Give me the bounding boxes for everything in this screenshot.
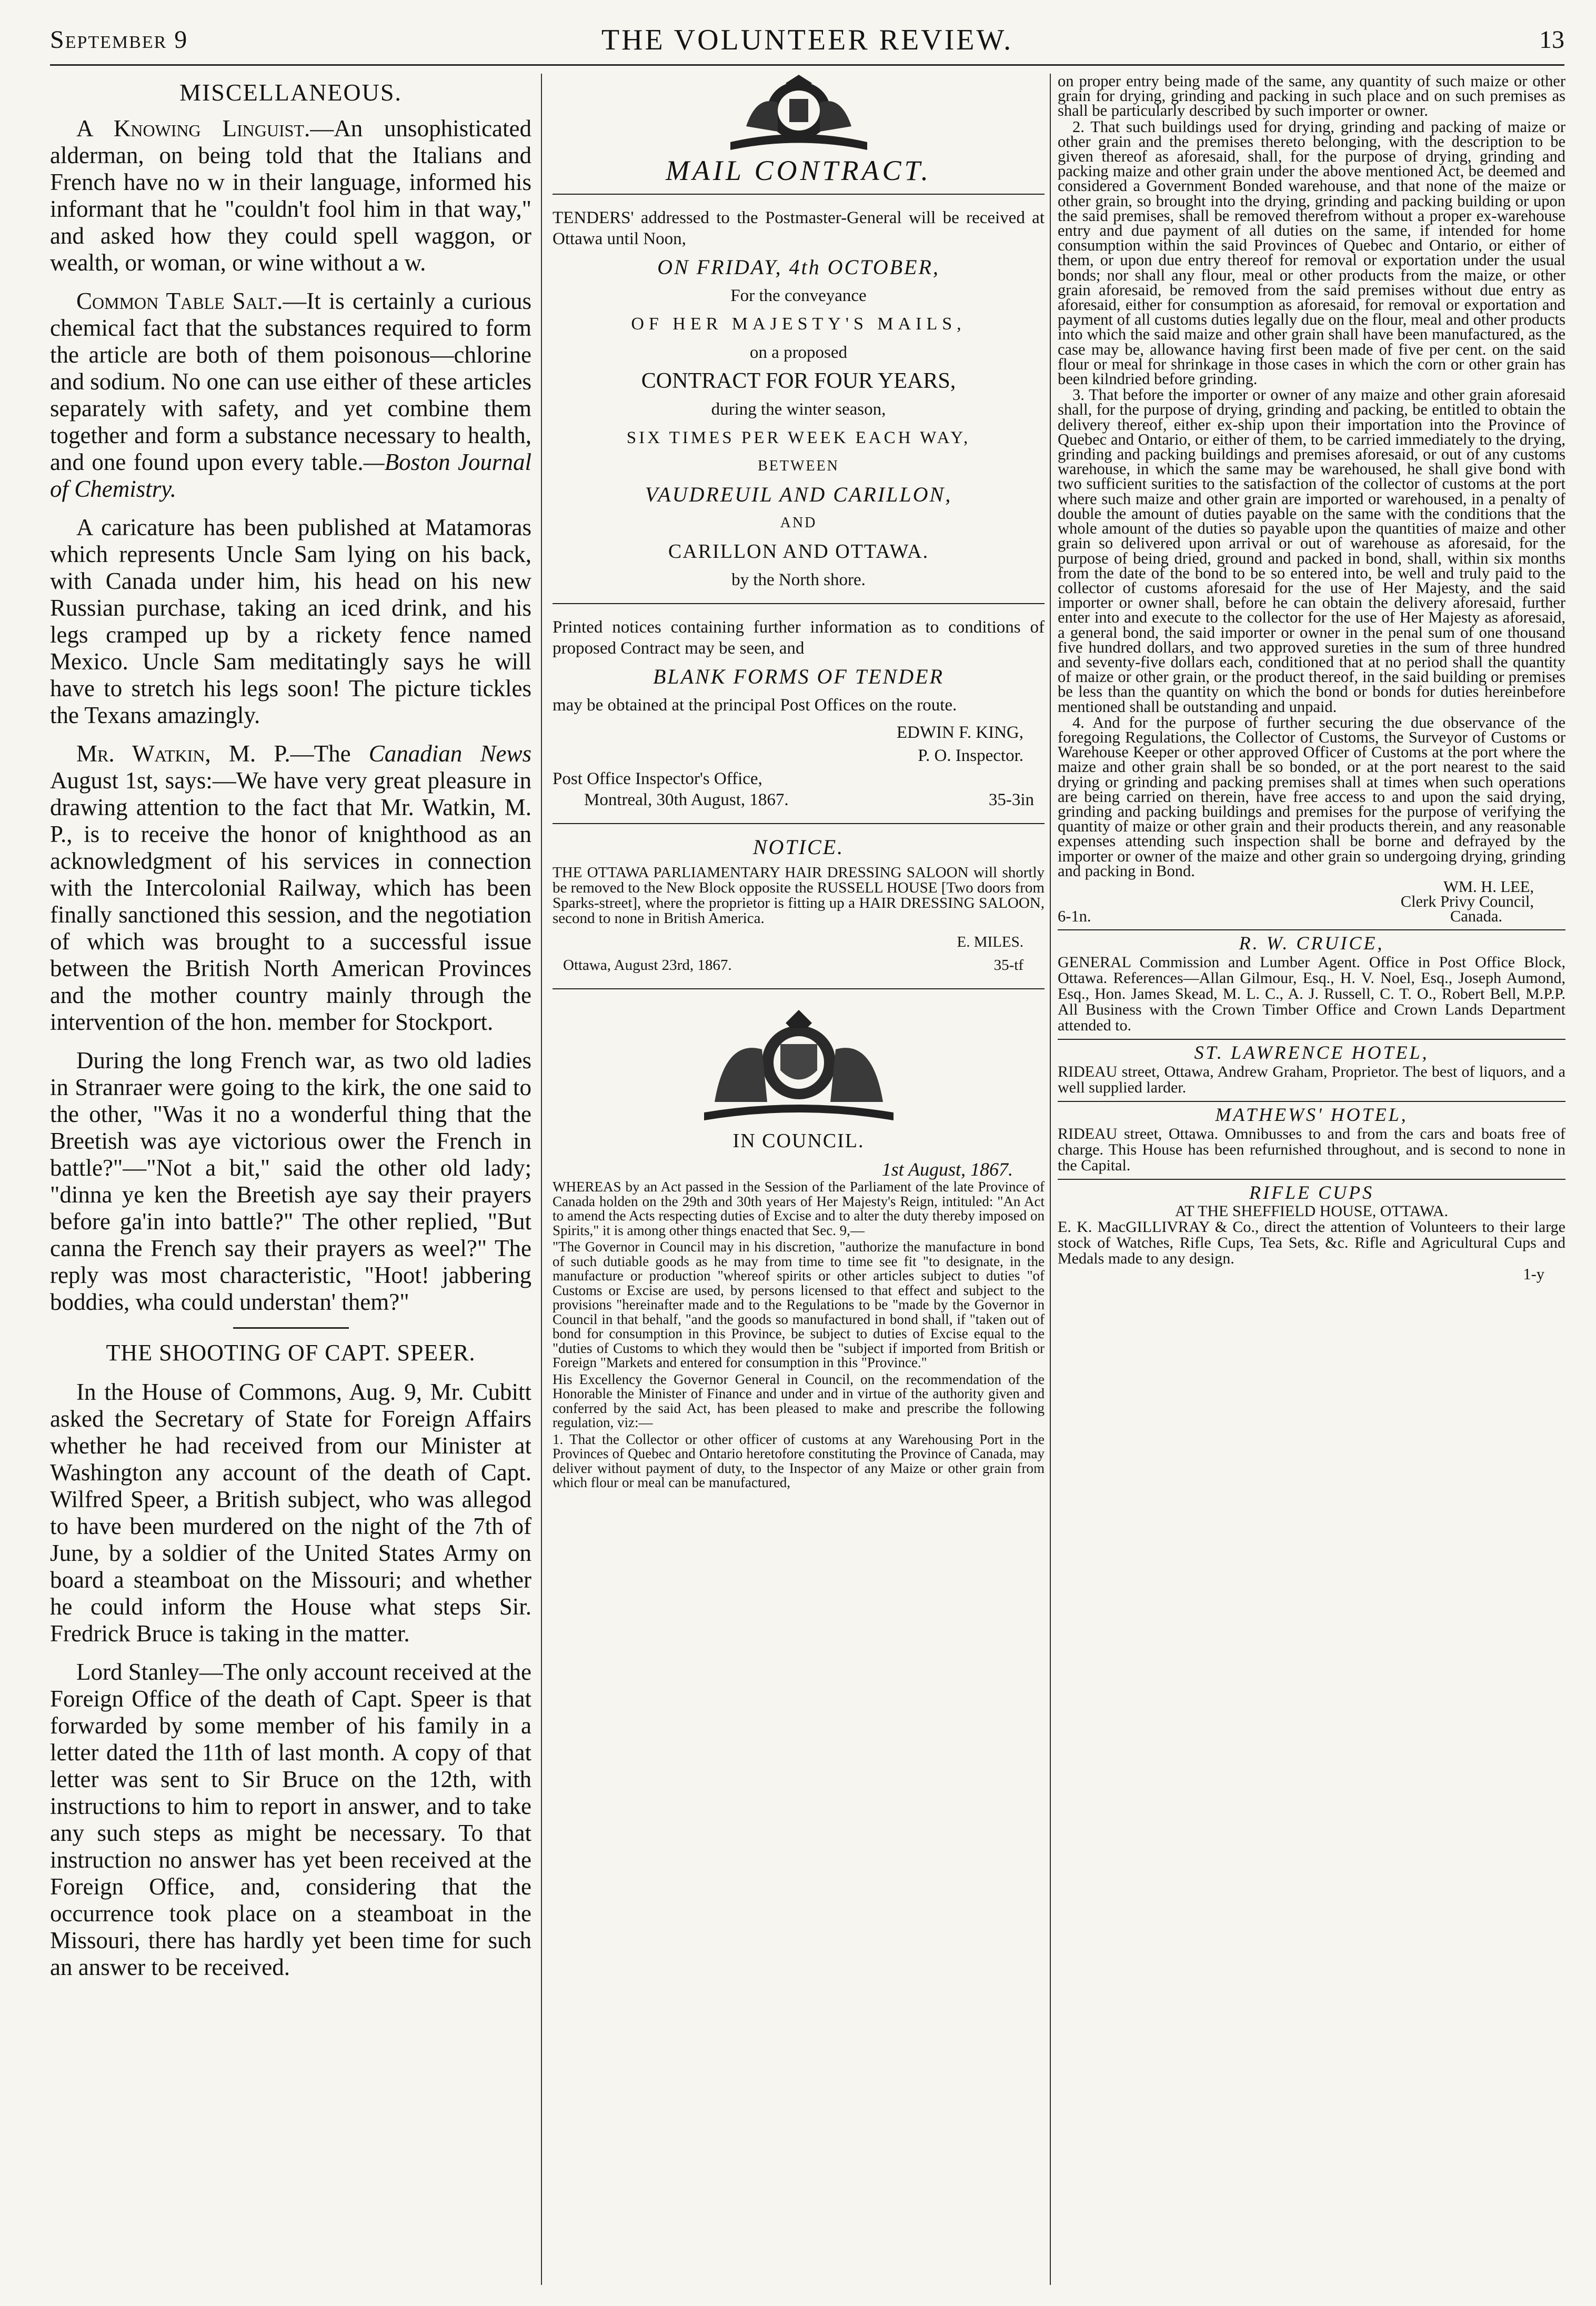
deadline: ON FRIDAY, 4th OCTOBER, <box>657 255 940 279</box>
page-number: 13 <box>1539 26 1564 54</box>
office-line <box>553 789 1045 810</box>
notice-title: NOTICE. <box>752 835 845 859</box>
rule <box>1058 1101 1565 1102</box>
notice-date-line <box>553 955 1045 976</box>
ad-st-lawrence-title: ST. LAWRENCE HOTEL, <box>1194 1041 1429 1063</box>
column-regulations-ads <box>1058 74 1565 2285</box>
article-watkin <box>50 740 531 1036</box>
article-speer-stanley: Lord Stanley—The only account received at the Foreign Office of the death of Capt. Speer is that forwarded by some member of his family in a letter dated the 11th of last month. A copy of that letter was sent to Sir Bruce on the 12th, with instructions to him to report in answer, and to take any such steps as might be necessary. To that instruction no answer has yet been received at the Foreign Office, and, considering that the occurrence took place on a steamboat in the Missouri, there has hardly yet been time for such an answer to be received. <box>50 1659 531 1980</box>
ad-rifle-cups-body: E. K. MacGILLIVRAY & Co., direct the attention of Volunteers to their large stock of Watches, Rifle Cups, Tea Sets, &c. Rifle and Agricultural Cups and Medals made to any design. <box>1058 1218 1565 1267</box>
regulation-3: 3. That before the importer or owner of any maize and other grain aforesaid shall, for the purpose of drying, grinding and packing, be entitled to obtain the delivery thereof, either ex-ship upon their importation into the Province of Quebec and Ontario, or either of them, to be carried immediately to the drying, grinding and packing buildings and premises aforesaid, or out of any customs warehouse, in which the same may be warehoused, he shall give bond with two sufficient surities to the satisfaction of the collector of customs at the port where such maize and other grain are imported or warehoused, in a penalty of double the amount of duties payable on the same with the conditions that the whole amount of the duties so payable upon the quantities of maize and other grain so delivered upon arrival or out of warehouse as aforesaid, for the purpose of being dried, ground and packed in bond, shall, within six months from the date of the bond to be so entered into, be well and truly paid to the collector of customs aforesaid for the use of Her Majesty, and the said importer or owner shall, before he can obtain the delivery aforesaid, further enter into and execute to the collector for the use of Her Majesty as aforesaid, a general bond, the said importer or owner in the penal sum of one thousand five hundred dollars, and two approved sureties in the sum of three hundred and seventy-five dollars each, conditioned that at no period shall the quantity of maize or other grain, or the product thereof, in the said building or premises be less than the quantity on which the bond or bonds for duties hereinbefore mentioned shall be outstanding and unpaid. <box>1058 386 1565 716</box>
column-miscellaneous <box>50 74 531 2285</box>
rule <box>553 603 1045 604</box>
ad-cruice-body: GENERAL Commission and Lumber Agent. Office in Post Office Block, Ottawa. References—Allan Gilmour, Esq., H. V. Noel, Esq., Joseph Aumond, Esq., Hon. James Skead, M. L. C., A. J. Russell, C. T. O., Robert Bell, M.P.P. All Business with the Crown Timber Office and Crown Lands Department attended to. <box>1058 953 1565 1034</box>
rule <box>1058 1039 1565 1040</box>
frequency: SIX TIMES PER WEEK EACH WAY, <box>626 428 971 447</box>
article-lead: Common Table Salt. <box>76 288 283 314</box>
rule <box>1058 929 1565 930</box>
article-caricature: A caricature has been published at Matamoras which represents Uncle Sam lying on his back, with Canada under him, his head on his new Russian purchase, taking an iced drink, and his legs cramped up by a rickety fence named Mexico. Uncle Sam meditatingly says he will have to stretch his legs soon! The picture tickles the Texans amazingly. <box>50 514 531 728</box>
office-date: Montreal, 30th August, 1867. <box>584 790 789 809</box>
article-salt <box>50 288 531 503</box>
council-title: IN COUNCIL. <box>732 1130 865 1152</box>
ad-st-lawrence-body: RIDEAU street, Ottawa, Andrew Graham, Proprietor. The best of liquors, and a well supplied larder. <box>1058 1062 1565 1096</box>
signature-title: P. O. Inspector. <box>918 746 1023 765</box>
regulation-ref: 6-1n. <box>1058 907 1091 926</box>
route-note: by the North shore. <box>731 570 866 589</box>
regulation-continued: on proper entry being made of the same, any quantity of such maize or other grain for drying, grinding and packing in such place and on such premises as shall be particularly described by such importer or owner. <box>1058 74 1565 120</box>
ad-rifle-cups-title: RIFLE CUPS <box>1249 1182 1374 1204</box>
article-lead: Mr. Watkin, M. P. <box>76 740 290 767</box>
council-paragraph: "The Governor in Council may in his discretion, "authorize the manufacture in bond of such dutiable goods as he may from time to time see fit "to designate, in the manufacture or production "whereof spirits or other articles subject to duties "of Customs or Excise are used, by persons licensed to that effect and subject to the provisions "hereinafter made and to the Regulations to be "made by the Governor in Council in that behalf, "and the goods so manufactured in bond shall, if "taken out of bond for consumption in this Province, be subject to duties of Excise equal to the "duties of Customs to which they would then be "subject if imported from British or Foreign "Markets and entered for consumption in this "Province." <box>553 1239 1045 1370</box>
signature-name: EDWIN F. KING, <box>896 723 1023 742</box>
regulation-4: 4. And for the purpose of further securing the due observance of the foregoing Regulations, the Collector of Customs, the Surveyor of Customs or Warehouse Keeper or other approved Officer of Customs at the port where the maize and other grain shall be so bonded, or at the port nearest to the said drying or grinding and packing premises shall at times when such operations are being carried on therein, have free access to and upon the said drying, grinding and packing buildings and premises for the purpose of verifying the quantity of maize or other grain and their products therein, and any reasonable expenses attending such inspection shall be borne and defrayed by the importer or owner of the maize and other grain so undergoing drying, grinding and packing in Bond. <box>1058 713 1565 880</box>
council-date: 1st August, 1867. <box>881 1159 1013 1180</box>
council-text <box>553 1180 1045 1490</box>
regulation-signature: WM. H. LEE, <box>1443 877 1534 896</box>
obtained-text: may be obtained at the principal Post Offices on the route. <box>553 696 957 715</box>
regulation-2: 2. That such buildings used for drying, grinding and packing of maize or other grain and the premises thereto belonging, with the description to be given thereof as aforesaid, shall, for the purpose of drying, grinding and packing maize and other grain under the above mentioned Act, be deemed and considered a Government Bonded warehouse, and that none of the maize or other grain, so brought into the drying, grinding and packing building or upon the said premises, shall be removed therefrom without a proper ex-warehouse entry and due payment of all duties on the same, if intended for home consumption within the said Provinces of Quebec and Ontario, or either of them, or upon due entry thereof for removal or exportation under the usual bonds; nor shall any flour, meal or other products from the maize, or other grain aforesaid, be removed from the said premises without due entry as aforesaid, either for consumption as aforesaid, for removal or exportation and payment of all customs duties legally due on the flour, meal and other products into which the said maize and other grain shall have been manufactured, as the case may be, allowance having first been made of five per cent. on the said flour or meal for shrinkage in those cases in which the corn or other grain has been kilndried before grinding. <box>1058 117 1565 388</box>
mail-contract-title: MAIL CONTRACT. <box>665 155 932 186</box>
printed-notices: Printed notices containing further information as to conditions of proposed Contract may be seen, and <box>553 618 1045 658</box>
ad-mathews-body: RIDEAU street, Ottawa. Omnibusses to and from the cars and boats free of charge. This House has been refurnished throughout, and is second to none in the Capital. <box>1058 1125 1565 1175</box>
ad-rifle-cups-subtitle: AT THE SHEFFIELD HOUSE, OTTAWA. <box>1175 1202 1449 1220</box>
article-source: —Boston Journal of Chemistry. <box>50 449 531 502</box>
article-speer-commons: In the House of Commons, Aug. 9, Mr. Cubitt asked the Secretary of State for Foreign Affairs whether he had received from our Minister at Washington any account of the death of Capt. Wilfred Speer, a British subject, who was allegod to have been murdered on the night of the 7th of June, by a soldier of the United States Army on board a steamboat on the Missouri; and whether he could inform the House what steps Sir. Fredrick Bruce is taking in the matter. <box>50 1379 531 1647</box>
column-divider-2 <box>1050 74 1051 2285</box>
notice-date: Ottawa, August 23rd, 1867. <box>563 957 732 974</box>
regulation-signature-title: Clerk Privy Council, <box>1400 893 1534 911</box>
contract-term: CONTRACT FOR FOUR YEARS, <box>641 369 956 393</box>
section-title: MISCELLANEOUS. <box>179 79 402 106</box>
issue-date: September 9 <box>50 26 188 54</box>
ad-cruice-title: R. W. CRUICE, <box>1239 932 1384 954</box>
regulation-footer <box>1058 909 1565 924</box>
council-paragraph: WHEREAS by an Act passed in the Session of the Parliament of the late Province of Canada holden on the 29th and 30th years of Her Majesty's Reign, intituled: "An Act to amend the Acts respecting duties of Excise and to alter the duty thereby imposed on Spirits," it is among other things enacted that Sec. 9,— <box>553 1179 1045 1238</box>
season: during the winter season, <box>711 400 886 419</box>
column-divider-1 <box>541 74 542 2285</box>
article-body: —An unsophisticated alderman, on being told that the Italians and French have no w in their language, informed his informant that he "couldn't fool him in that way," and asked how they could spell waggon, or wealth, or woman, or wine without a w. <box>50 115 531 276</box>
article-subtitle: THE SHOOTING OF CAPT. SPEER. <box>106 1340 476 1366</box>
tenders-text: TENDERS' addressed to the Postmaster-General will be received at Ottawa until Noon, <box>553 208 1045 248</box>
article-lead: A Knowing Linguist. <box>76 115 310 142</box>
header-rule <box>50 64 1564 66</box>
ad-mathews-title: MATHEWS' HOTEL, <box>1215 1104 1408 1125</box>
notice-body: THE OTTAWA PARLIAMENTARY HAIR DRESSING SALOON will shortly be removed to the New Block opposite the RUSSELL HOUSE [Two doors from Sparks-street], where the proprietor is fitting up a HAIR DRESSING SALOON, second to none in British America. <box>553 864 1045 927</box>
council-paragraph: 1. That the Collector or other officer of customs at any Warehousing Port in the Provinces of Quebec and Ontario heretofore constituting the Province of Canada, may deliver without payment of duty, to the Inspector of any Maize or other grain from which flour or meal can be manufactured, <box>553 1431 1045 1490</box>
route-1: VAUDREUIL AND CARILLON, <box>645 483 952 506</box>
office-ref: 35-3in <box>988 790 1034 809</box>
mails: OF HER MAJESTY'S MAILS, <box>631 314 966 334</box>
column-notices <box>553 74 1045 2285</box>
notice-ref: 35-tf <box>993 957 1023 974</box>
article-french-war: During the long French war, as two old ladies in Stranraer were going to the kirk, the one said to the other, "Was it no a wonderful thing that the Breetish was aye victorious ower the French in battle?"—"Not a bit," said the other old lady; "dinna ye ken the Breetish aye say their prayers before ga'in into battle?" The other replied, "But canna the French say their prayers as weel?" The reply was most characteristic, "Hoot! jabbering boddies, wha could understan' them?" <box>50 1047 531 1315</box>
newspaper-name: Canadian News <box>368 740 531 767</box>
notice-signature: E. MILES. <box>957 934 1023 950</box>
between-label: BETWEEN <box>758 458 839 474</box>
article-body: —The <box>290 740 369 767</box>
rule <box>553 194 1045 195</box>
blank-forms: BLANK FORMS OF TENDER <box>653 665 944 688</box>
route-2: CARILLON AND OTTAWA. <box>668 540 929 563</box>
article-body: August 1st, says:—We have very great pleasure in drawing attention to the fact that Mr. Watkin, M. P., is to receive the honor of knighthood as an acknowledgment of his services in connection with the Intercolonial Railway, which has been finally sanctioned this session, and the negotiation of which was brought to a successful issue between the British North American Provinces and the mother country mainly through the intervention of the hon. member for Stockport. <box>50 767 531 1035</box>
newspaper-title: THE VOLUNTEER REVIEW. <box>601 24 1013 56</box>
conveyance: For the conveyance <box>730 286 867 305</box>
regulation-place: Canada. <box>1450 907 1502 926</box>
rule <box>553 988 1045 989</box>
royal-arms-emblem <box>699 74 899 153</box>
article-body: —It is certainly a curious chemical fact that the substances required to form the article are both of them poisonous—chlorine and sodium. No one can use either of these articles separately with safety, and yet combine them together and form a substance necessary to health, and one found upon every table. <box>50 288 531 475</box>
rule <box>553 823 1045 824</box>
page-header <box>50 20 1564 62</box>
proposed: on a proposed <box>749 343 848 362</box>
and-label: AND <box>780 515 817 531</box>
coat-of-arms-emblem <box>683 1002 915 1123</box>
office-name: Post Office Inspector's Office, <box>553 769 762 788</box>
article-linguist <box>50 115 531 276</box>
rule <box>1058 1179 1565 1180</box>
separator-rule <box>233 1327 349 1329</box>
council-paragraph: His Excellency the Governor General in Council, on the recommendation of the Honorable the Minister of Finance and under and in virtue of the authority given and conferred by the said Act, has been pleased to make and prescribe the following regulation, viz:— <box>553 1371 1045 1430</box>
ad-rifle-cups-ref: 1-y <box>1523 1265 1544 1283</box>
